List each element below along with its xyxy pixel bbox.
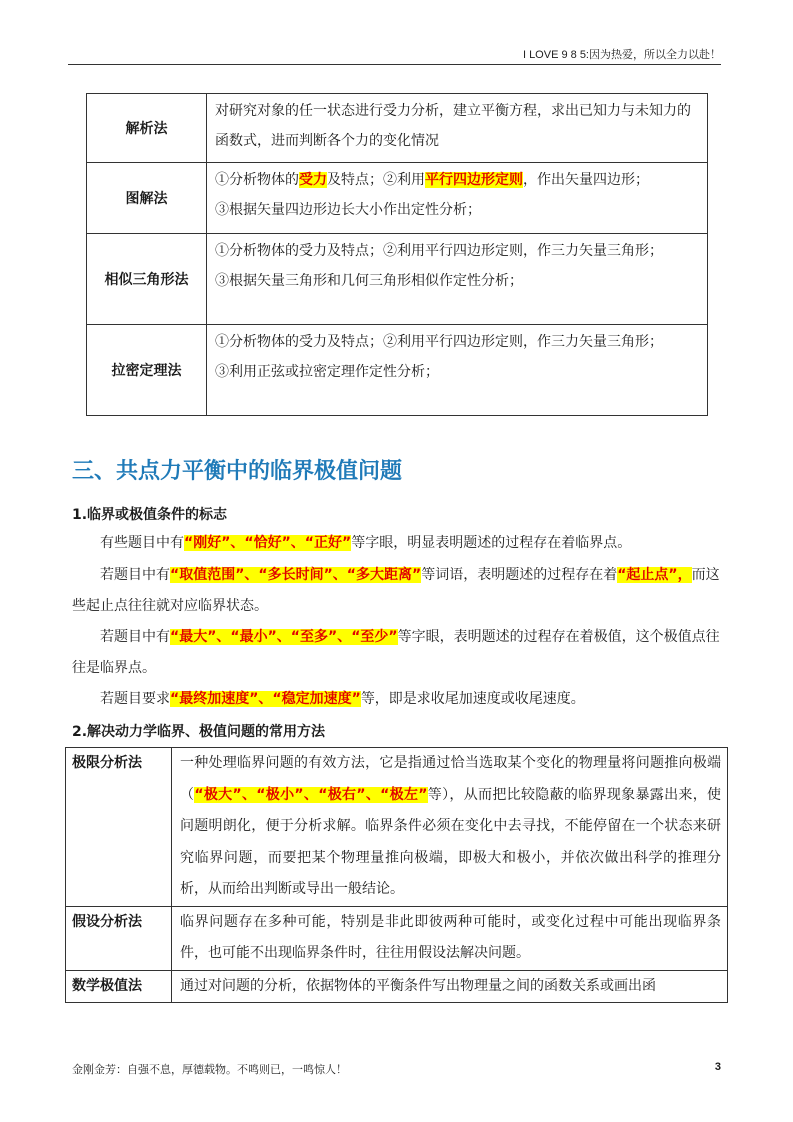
- method-description: [172, 748, 728, 907]
- paragraph: [72, 560, 722, 622]
- method-label: 解析法: [87, 94, 207, 163]
- method-label: 相似三角形法: [87, 234, 207, 325]
- text-run: 及特点；②利用: [327, 172, 425, 188]
- highlight-text: “最终加速度”、“稳定加速度”: [170, 691, 361, 707]
- description-line: ③根据矢量四边形边长大小作出定性分析；: [215, 202, 481, 218]
- highlight-text: “取值范围”、“多长时间”、“多大距离”: [170, 567, 422, 583]
- method-description: 临界问题存在多种可能，特别是非此即彼两种可能时，或变化过程中可能出现临界条件，也可能不出现临界条件时，往往用假设法解决问题。: [172, 906, 728, 970]
- description-line: ③利用正弦或拉密定理作定性分析；: [215, 364, 439, 380]
- method-label: 假设分析法: [66, 906, 172, 970]
- method-description: [207, 163, 708, 234]
- description-line: [215, 165, 703, 195]
- text-run: 等词语，表明题述的过程存在着: [421, 567, 618, 583]
- highlight-text: 受力: [299, 172, 327, 188]
- highlight-text: “最大”、“最小”、“至多”、“至少”: [170, 629, 398, 645]
- text-run: 等字眼，表明题述的过程存在着极值，这个极值点往往是临界点。: [72, 629, 720, 676]
- method-label: 极限分析法: [66, 748, 172, 907]
- subsection-title: 1.临界或极值条件的标志: [72, 507, 228, 523]
- table-row: [66, 970, 728, 1003]
- text-run: 等字眼，明显表明题述的过程存在着临界点。: [351, 535, 632, 551]
- table-row: [87, 234, 708, 325]
- text-run: 等，即是求收尾加速度或收尾速度。: [360, 691, 585, 707]
- description-line: ①分析物体的受力及特点；②利用平行四边形定则，作三力矢量三角形；: [215, 243, 663, 259]
- method-label: 数学极值法: [66, 970, 172, 1003]
- description-line: ③根据矢量三角形和几何三角形相似作定性分析；: [215, 273, 523, 289]
- table-row: [87, 94, 708, 163]
- text-run: 等），从而把比较隐蔽的临界现象暴露出来，使问题明朗化，便于分析求解。临界条件必须在变化中去寻找，不能停留在一个状态来研究临界问题，而要把某个物理量推向极端，即极大和极小，并依次做出科学的推理分析，从而给出判断或导出一般结论。: [180, 786, 722, 897]
- header-text: I LOVE 9 8 5:因为热爱，所以全力以赴！: [522, 49, 721, 61]
- text-run: 有些题目中有: [100, 535, 184, 551]
- text-run: 若题目中有: [100, 567, 170, 583]
- highlight-text: “极大”、“极小”、“极右”、“极左”: [194, 786, 428, 803]
- text-run: 而这些起止点往往就对应临界状态。: [72, 567, 720, 614]
- page-header: [68, 40, 721, 65]
- method-description: [207, 325, 708, 416]
- highlight-text: “刚好”、“恰好”、“正好”: [184, 535, 352, 551]
- method-description: 通过对问题的分析，依据物体的平衡条件写出物理量之间的函数关系或画出函: [172, 970, 728, 1003]
- critical-methods-table: [65, 747, 728, 1003]
- text-run: 若题目要求: [100, 691, 170, 707]
- highlight-text: “起止点”，: [617, 567, 692, 583]
- paragraph: [72, 684, 722, 715]
- table-row: [66, 748, 728, 907]
- paragraph: [72, 528, 722, 559]
- method-label: 拉密定理法: [87, 325, 207, 416]
- text-run: ，作出矢量四边形；: [523, 172, 649, 188]
- paragraph: [72, 622, 722, 684]
- highlight-text: 平行四边形定则: [425, 172, 523, 188]
- page-number: 3: [714, 1061, 721, 1073]
- subsection-title: 2.解决动力学临界、极值问题的常用方法: [72, 724, 326, 740]
- description-line: ①分析物体的受力及特点；②利用平行四边形定则，作三力矢量三角形；: [215, 334, 663, 350]
- text-run: 一种处理临界问题的有效方法，它是指通过恰当选取某个变化的物理量将问题推向极端（: [180, 755, 721, 803]
- text-run: 若题目中有: [100, 629, 170, 645]
- text-run: ①分析物体的: [215, 172, 299, 188]
- method-label: 图解法: [87, 163, 207, 234]
- section-title: 三、共点力平衡中的临界极值问题: [72, 459, 403, 484]
- table-row: [87, 163, 708, 234]
- method-description: 对研究对象的任一状态进行受力分析，建立平衡方程，求出已知力与未知力的函数式，进而判断各个力的变化情况: [207, 94, 708, 163]
- table-row: [66, 906, 728, 970]
- methods-table: [86, 93, 708, 416]
- footer-text: 金刚金芳：自强不息，厚德载物。不鸣则已，一鸣惊人！: [72, 1063, 347, 1076]
- table-row: [87, 325, 708, 416]
- method-description: [207, 234, 708, 325]
